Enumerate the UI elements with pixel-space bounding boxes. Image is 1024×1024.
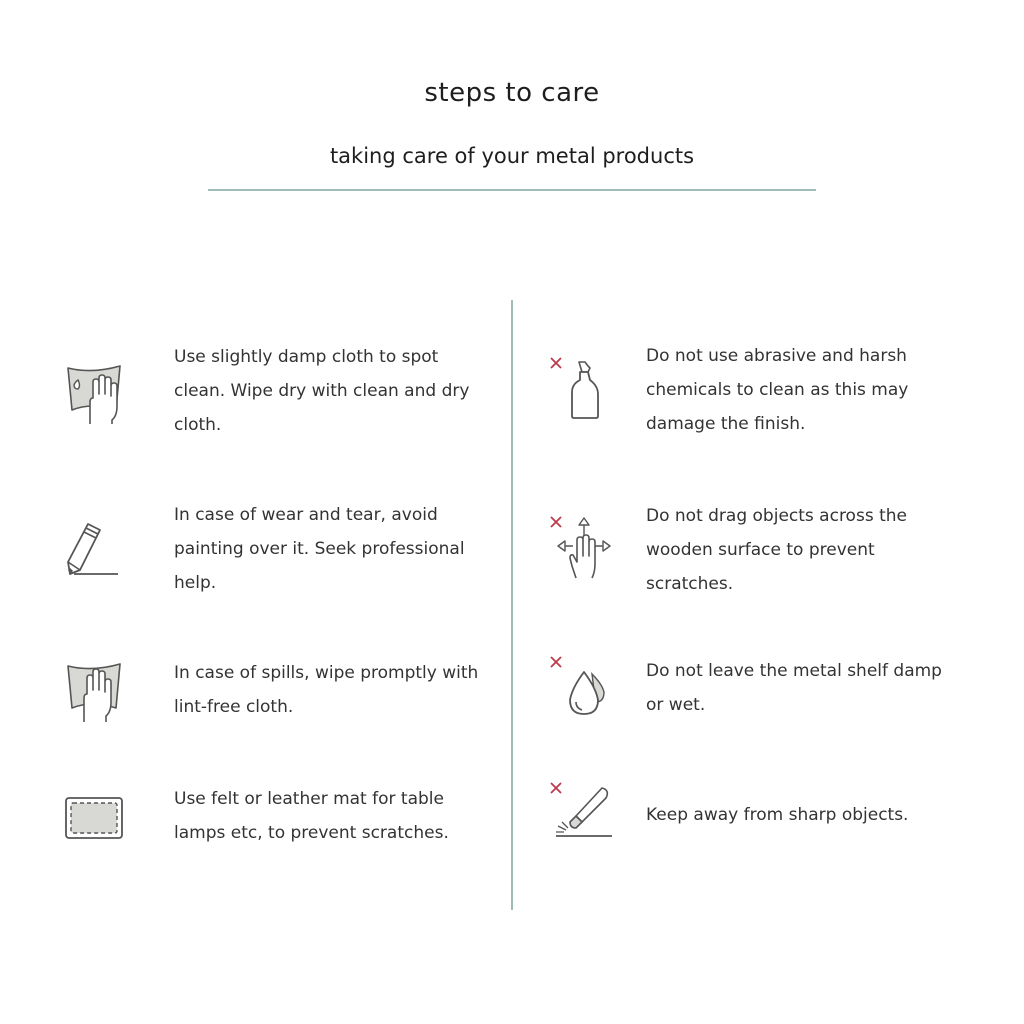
care-step-7-text: Do not leave the metal shelf damp or wet. — [646, 661, 942, 715]
care-step-2-text: In case of wear and tear, avoid painting over it. Seek professional help. — [174, 505, 465, 593]
wipe-cloth-icon — [62, 658, 126, 722]
care-step-6-text: Do not drag objects across the wooden surface to prevent scratches. — [646, 506, 907, 594]
care-step-3-text: In case of spills, wipe promptly with lint-free cloth. — [174, 663, 479, 717]
mat-icon — [62, 786, 126, 850]
page-subtitle: taking care of your metal products — [329, 144, 695, 168]
header-divider — [208, 189, 816, 191]
water-drops-icon — [552, 664, 616, 728]
care-step-8-text: Keep away from sharp objects. — [646, 805, 909, 825]
column-divider — [511, 300, 513, 910]
chemical-bottle-icon — [552, 358, 616, 422]
care-step-4-text: Use felt or leather mat for table lamps etc, to prevent scratches. — [174, 789, 449, 843]
pencil-icon — [62, 518, 126, 582]
care-step-5-text: Do not use abrasive and harsh chemicals to clean as this may damage the finish. — [646, 346, 909, 434]
wipe-cloth-drop-icon — [62, 360, 126, 424]
care-step-1-text: Use slightly damp cloth to spot clean. Wipe dry with clean and dry cloth. — [174, 347, 470, 435]
knife-icon — [552, 784, 616, 848]
page-title: steps to care — [424, 78, 600, 108]
drag-hand-icon — [552, 516, 616, 580]
